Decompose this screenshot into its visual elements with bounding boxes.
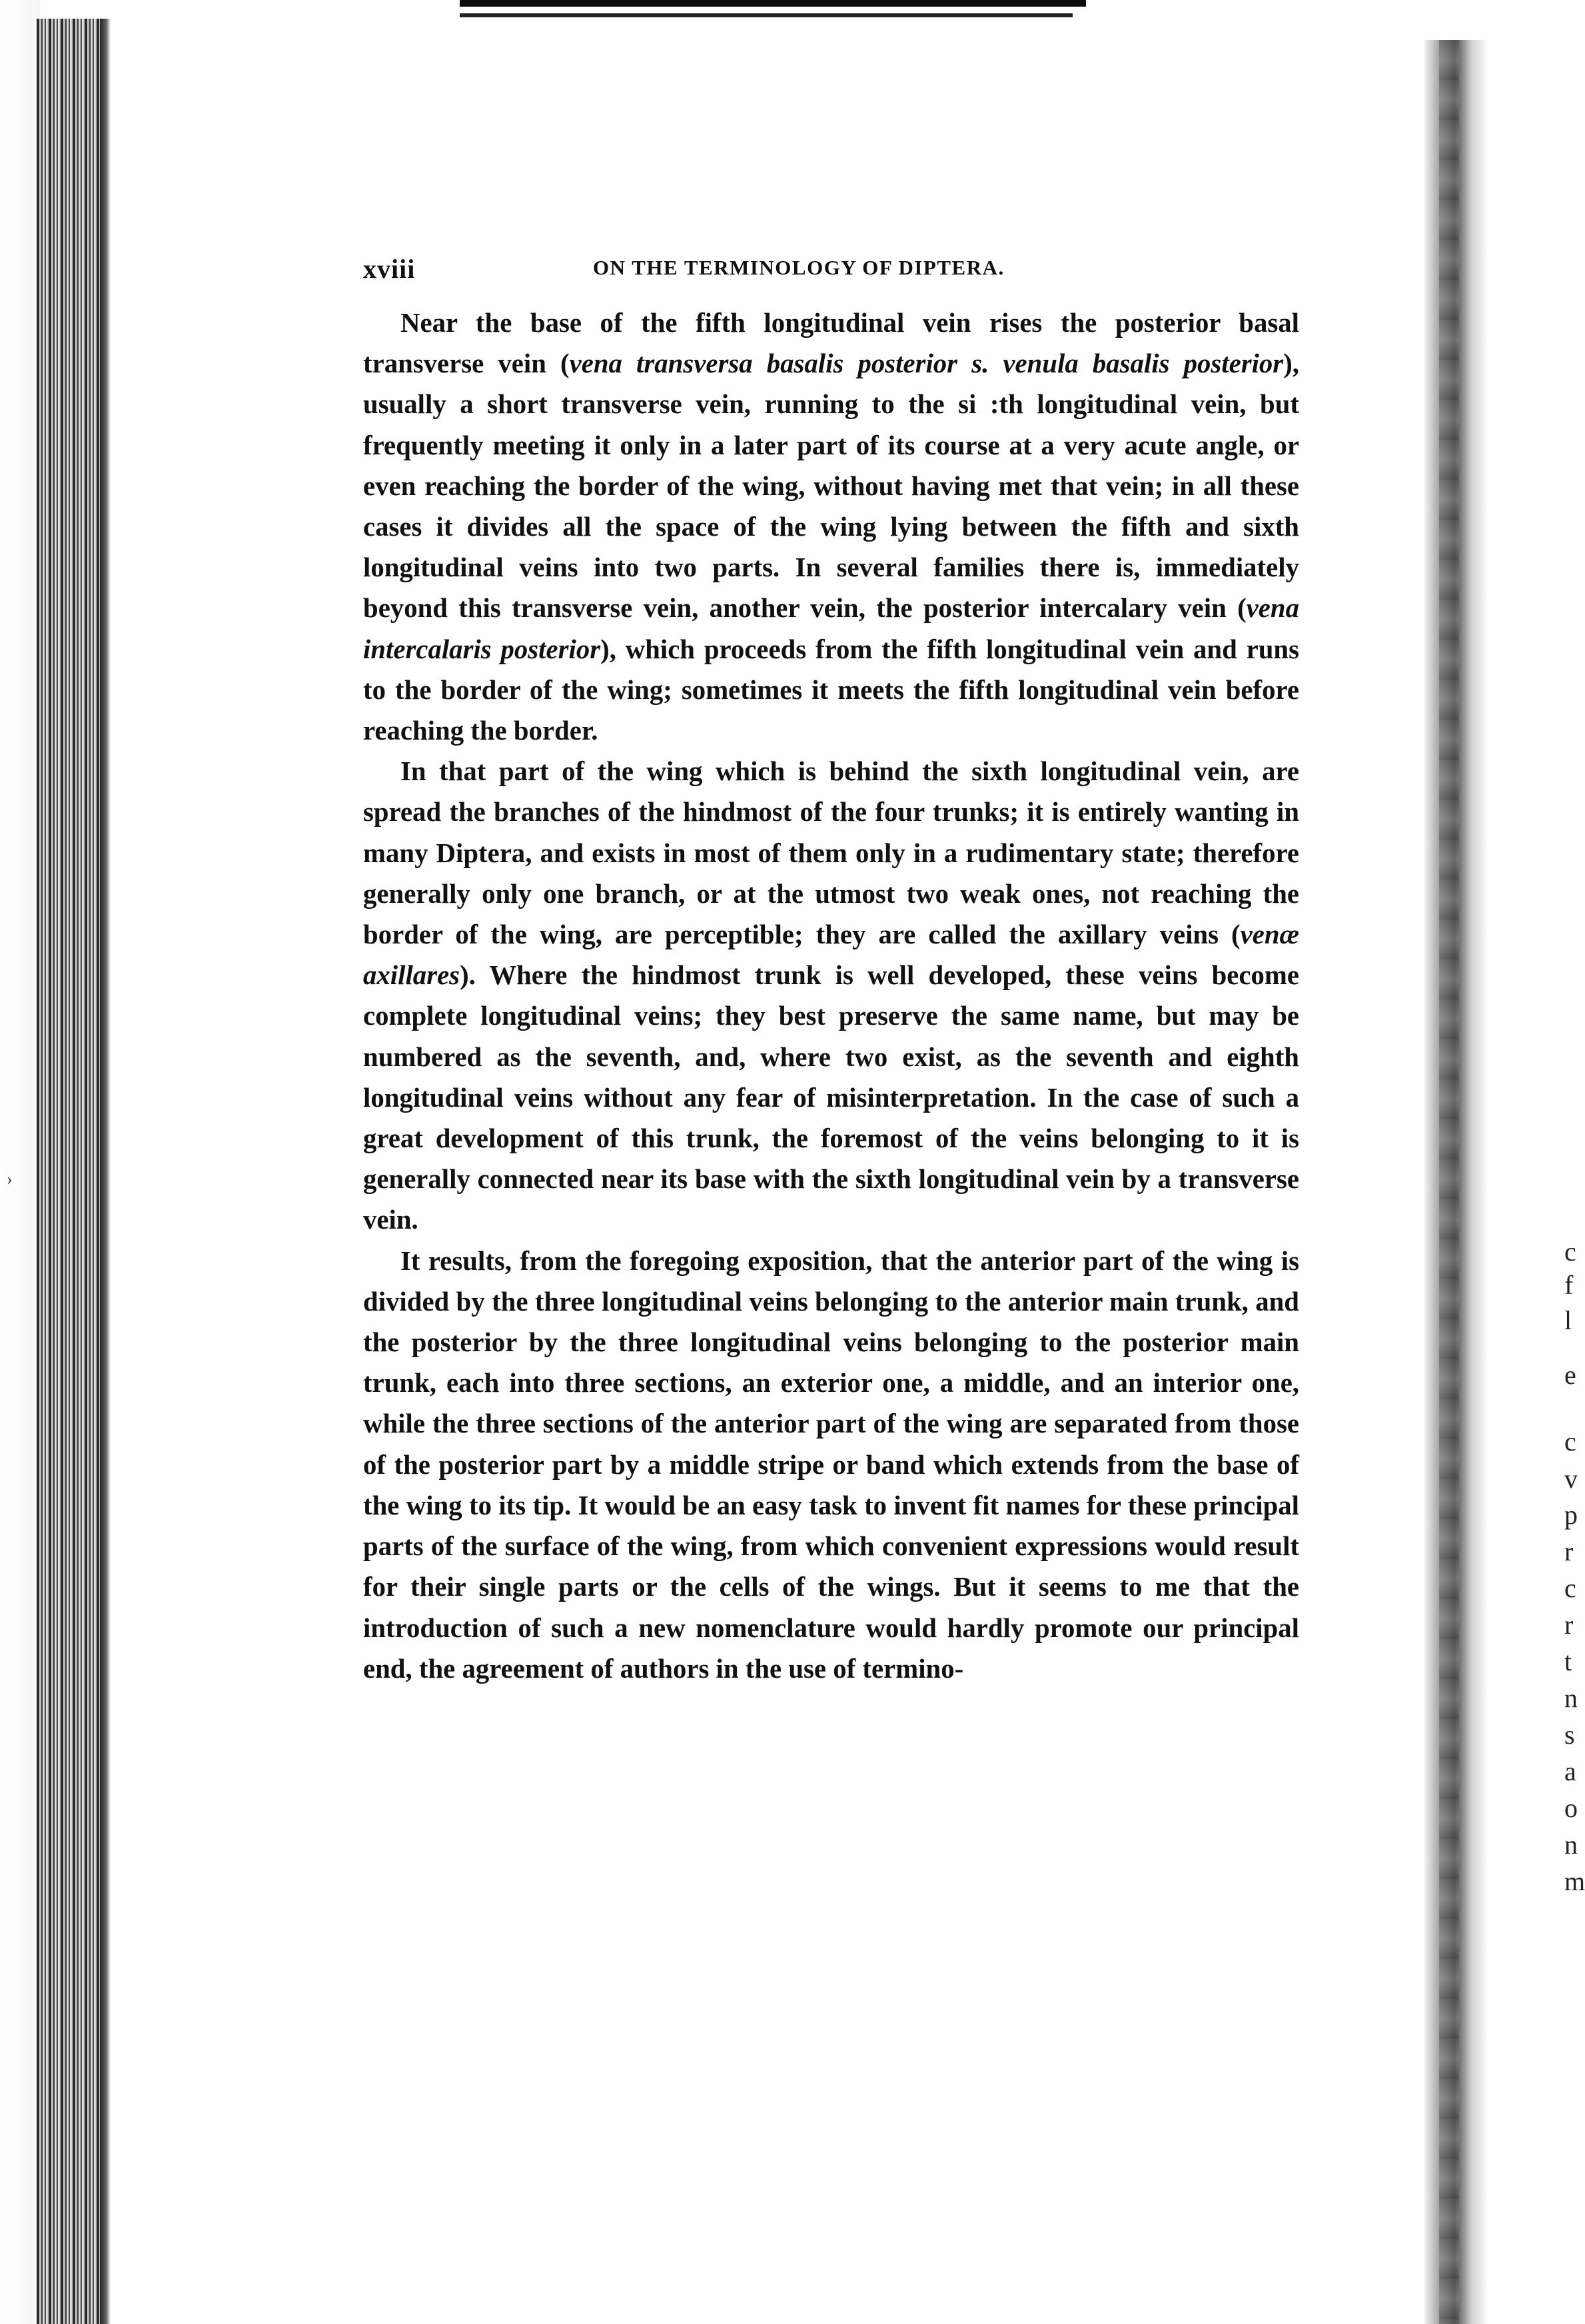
facing-page-letter: o xyxy=(1564,1793,1578,1823)
running-head xyxy=(363,253,1299,300)
page-number: xviii xyxy=(363,254,416,284)
latin-term: vena intercalaris posterior xyxy=(363,593,1299,664)
facing-page-letter: m xyxy=(1564,1866,1585,1896)
facing-page-letter: e xyxy=(1564,1360,1576,1390)
text-run: ), which proceeds from the fifth longitudinal vein and runs to the border of the wing; sometimes it meets the fifth longitudinal vein before reaching the border. xyxy=(363,634,1299,746)
facing-page-letter: f xyxy=(1564,1270,1574,1300)
running-title: ON THE TERMINOLOGY OF DIPTERA. xyxy=(593,256,1005,279)
facing-page-letter: r xyxy=(1564,1610,1574,1640)
body-text xyxy=(363,302,1299,1689)
paragraph xyxy=(363,302,1299,751)
binding-shadow-top xyxy=(460,0,1086,7)
latin-term: vena transversa basalis posterior s. venula basalis posterior xyxy=(569,348,1284,379)
text-run: ), usually a short transverse vein, running to the si :th longitudinal vein, but frequently meeting it only in a later part of its course at a very acute angle, or even reaching the border of the wing, without having met that vein; in all these cases it divides all the space of the wing lying between the fifth and sixth longitudinal veins into two parts. In several families there is, immediately beyond this transverse vein, another vein, the posterior intercalary vein ( xyxy=(363,348,1299,624)
margin-mark: › xyxy=(7,1169,13,1189)
text-run: In that part of the wing which is behind the sixth longitudinal vein, are spread the branches of the hindmost of the four trunks; it is entirely wanting in many Diptera, and exists in most of them only in a rudimentary state; therefore generally only one branch, or at the utmost two weak ones, not reaching the border of the wing, are perceptible; they are called the axillary veins ( xyxy=(363,756,1299,950)
latin-term: venæ axillares xyxy=(363,919,1299,991)
facing-page-gutter xyxy=(1439,40,1459,2324)
facing-page-letter: v xyxy=(1564,1464,1578,1494)
scan-margin xyxy=(0,0,40,2324)
facing-page-letter: l xyxy=(1564,1305,1572,1335)
book-page xyxy=(363,253,1299,1689)
text-run: Near the base of the fifth longitudinal vein rises the posterior basal transverse vein ( xyxy=(363,308,1299,379)
facing-page-letter: a xyxy=(1564,1756,1576,1786)
book-spine-inner-edge xyxy=(100,19,111,2324)
text-run: It results, from the foregoing exposition, that the anterior part of the wing is divided by the three longitudinal veins belonging to the anterior main trunk, and the posterior by the three longitudinal veins belonging to the posterior main trunk, each into three sections, an exterior one, a middle, and an interior one, while the three sections of the anterior part of the wing are separated from those of the posterior part by a middle stripe or band which extends from the base of the wing to its tip. It would be an easy task to invent fit names for these principal parts of the surface of the wing, from which convenient expressions would result for their single parts or the cells of the wings. But it seems to me that the introduction of such a new nomenclature would hardly promote our principal end, the agreement of authors in the use of termino- xyxy=(363,1245,1299,1684)
facing-page-letter: n xyxy=(1564,1683,1578,1713)
binding-shadow-top-thin xyxy=(460,13,1073,17)
facing-page-letter: n xyxy=(1564,1830,1578,1860)
facing-page-letter: p xyxy=(1564,1500,1578,1530)
paragraph xyxy=(363,751,1299,1240)
facing-page-letter: r xyxy=(1564,1536,1574,1566)
facing-page-letter: c xyxy=(1564,1427,1576,1456)
facing-page-letter: c xyxy=(1564,1237,1576,1267)
text-run: ). Where the hindmost trunk is well developed, these veins become complete longitudinal veins; they best preserve the same name, but may be numbered as the seventh, and, where two exist, as the seventh and eighth longitudinal veins without any fear of misinterpretation. In the case of such a great development of this trunk, the foremost of the veins belonging to it is generally connected near its base with the sixth longitudinal vein by a transverse vein. xyxy=(363,960,1299,1235)
paragraph xyxy=(363,1241,1299,1689)
facing-page-letter: c xyxy=(1564,1573,1576,1603)
facing-page-letter: t xyxy=(1564,1646,1572,1676)
facing-page-letter: s xyxy=(1564,1720,1575,1750)
book-spine-edge xyxy=(37,19,110,2324)
